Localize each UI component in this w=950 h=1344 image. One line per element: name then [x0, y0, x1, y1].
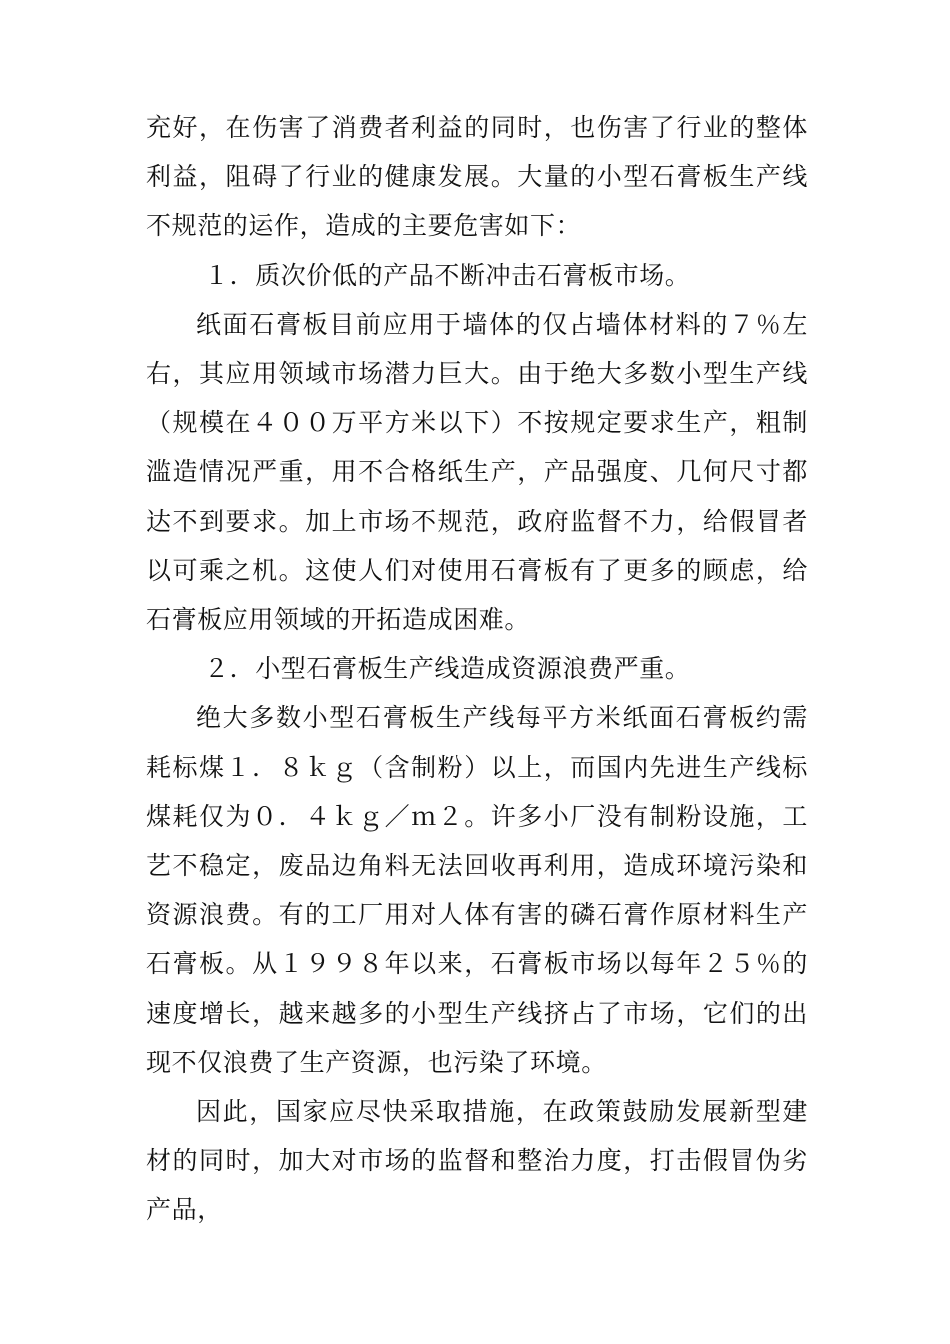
paragraph-resource-waste: 绝大多数小型石膏板生产线每平方米纸面石膏板约需耗标煤１．８ｋｇ（含制粉）以上，而国内先进生产线标煤耗仅为０．４ｋｇ／ｍ２。许多小厂没有制粉设施，工艺不稳定，废品边角料无法回收再利用，造成环境污染和资源浪费。有的工厂用对人体有害的磷石膏作原材料生产石膏板。从１９９８年以来，石膏板市场以每年２５％的速度增长，越来越多的小型生产线挤占了市场，它们的出现不仅浪费了生产资源，也污染了环境。	[146, 703, 808, 1077]
document-body	[146, 103, 808, 1235]
paragraph-market-impact: 纸面石膏板目前应用于墙体的仅占墙体材料的７％左右，其应用领域市场潜力巨大。由于绝大多数小型生产线（规模在４００万平方米以下）不按规定要求生产，粗制滥造情况严重，用不合格纸生产，产品强度、几何尺寸都达不到要求。加上市场不规范，政府监督不力，给假冒者以可乘之机。这使人们对使用石膏板有了更多的顾虑，给石膏板应用领域的开拓造成困难。	[146, 309, 808, 635]
paragraph-continuation: 充好，在伤害了消费者利益的同时，也伤害了行业的整体利益，阻碍了行业的健康发展。大量的小型石膏板生产线不规范的运作，造成的主要危害如下：	[146, 113, 808, 241]
list-item-1: １．质次价低的产品不断冲击石膏板市场。	[204, 260, 691, 290]
paragraph-conclusion: 因此，国家应尽快采取措施，在政策鼓励发展新型建材的同时，加大对市场的监督和整治力度，打击假冒伪劣产品，	[146, 1097, 808, 1225]
list-item-2: ２．小型石膏板生产线造成资源浪费严重。	[204, 654, 691, 684]
